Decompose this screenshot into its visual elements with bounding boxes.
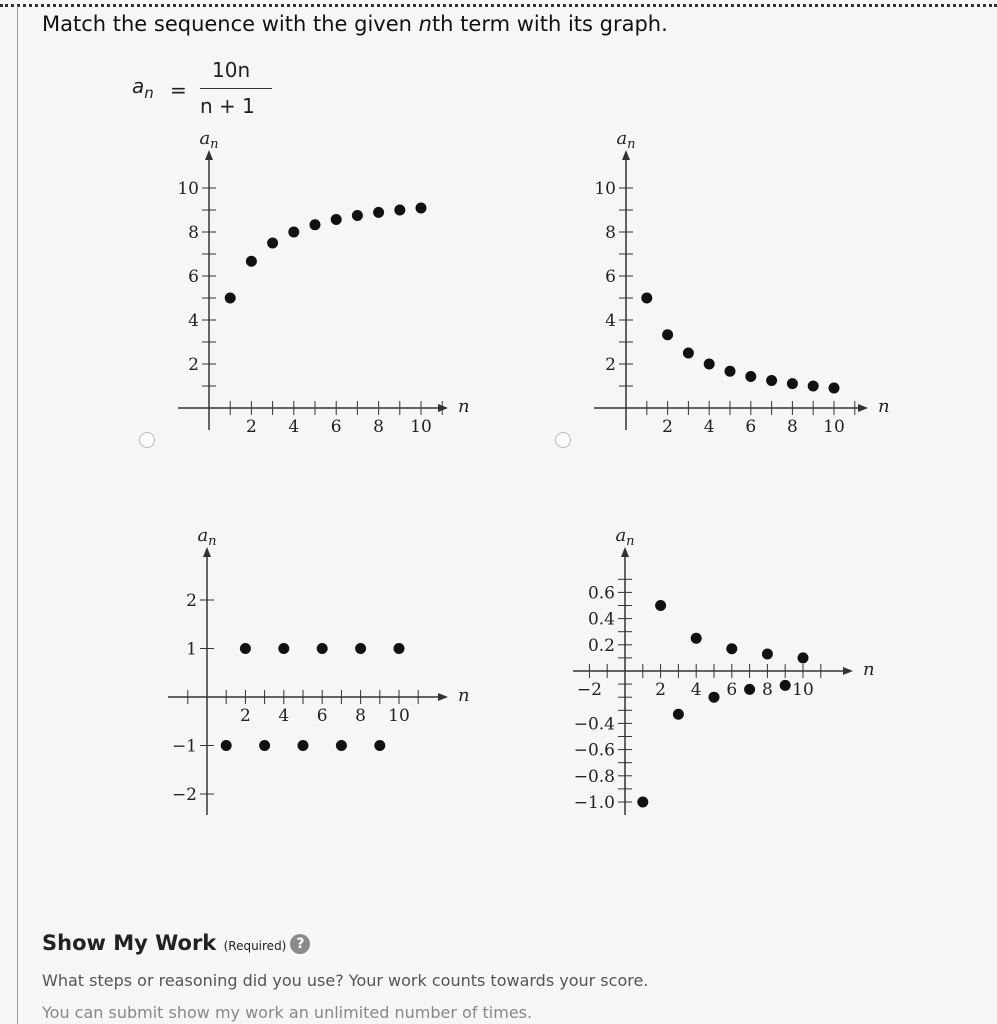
data-point xyxy=(691,633,702,644)
y-tick-label: 6 xyxy=(188,267,199,287)
data-point xyxy=(709,692,720,703)
sequence-formula: $a_n$ = 10n n + 1 xyxy=(132,58,282,118)
x-tick-label: 2 xyxy=(662,417,674,437)
graph-a-svg xyxy=(160,130,470,450)
data-point xyxy=(704,359,715,370)
data-point xyxy=(641,293,652,304)
y-tick-label: 10 xyxy=(594,179,616,199)
data-point xyxy=(787,378,798,389)
data-point xyxy=(798,652,809,663)
data-point xyxy=(246,256,257,267)
help-icon[interactable]: ? xyxy=(290,934,310,954)
data-point xyxy=(259,740,270,751)
x-tick-label: 6 xyxy=(330,417,342,437)
graph-option-d xyxy=(565,525,885,835)
x-tick-label: 2 xyxy=(239,706,251,726)
data-point xyxy=(221,740,232,751)
formula-denominator: n + 1 xyxy=(200,94,255,118)
x-axis-arrow xyxy=(438,404,448,412)
show-work-note: You can submit show my work an unlimited number of times. xyxy=(42,1003,533,1022)
x-axis-arrow xyxy=(858,404,868,412)
data-point xyxy=(240,643,251,654)
radio-option-b[interactable] xyxy=(555,432,571,448)
y-tick-label: −1.0 xyxy=(573,793,615,813)
graph-d-svg xyxy=(565,525,885,835)
x-tick-label: 6 xyxy=(316,706,328,726)
x-tick-label: 8 xyxy=(761,680,773,700)
x-axis-arrow xyxy=(438,693,448,701)
graph-option-b xyxy=(580,130,890,450)
show-my-work-title: Show My Work (Required) ? xyxy=(42,931,310,955)
x-tick-label: 4 xyxy=(703,417,715,437)
data-point xyxy=(331,214,342,225)
data-point xyxy=(744,684,755,695)
data-point xyxy=(352,210,363,221)
data-point xyxy=(288,227,299,238)
x-tick-label: −2 xyxy=(576,680,602,700)
x-tick-label: 6 xyxy=(726,680,738,700)
radio-option-a[interactable] xyxy=(139,432,155,448)
data-point xyxy=(683,348,694,359)
x-tick-label: 6 xyxy=(745,417,757,437)
data-point xyxy=(808,381,819,392)
x-tick-label: 10 xyxy=(792,680,814,700)
data-point xyxy=(637,797,648,808)
data-point xyxy=(725,366,736,377)
graph-b-svg xyxy=(580,130,890,450)
x-tick-label: 10 xyxy=(823,417,845,437)
y-tick-label: 0.6 xyxy=(587,583,615,604)
graph-option-c xyxy=(150,525,470,825)
data-point xyxy=(310,219,321,230)
y-tick-label: 2 xyxy=(605,355,616,375)
data-point xyxy=(655,600,666,611)
data-point xyxy=(726,643,737,654)
data-point xyxy=(298,740,309,751)
fraction-bar xyxy=(200,88,272,89)
show-work-hint: What steps or reasoning did you use? Your work counts towards your score. xyxy=(42,971,649,990)
data-point xyxy=(829,382,840,393)
y-axis-label: $a_n$ xyxy=(615,525,635,549)
y-tick-label: 1 xyxy=(186,639,197,660)
y-tick-label: 6 xyxy=(605,267,616,287)
data-point xyxy=(745,371,756,382)
data-point xyxy=(373,207,384,218)
y-axis-label: $a_n$ xyxy=(616,130,636,152)
x-tick-label: 2 xyxy=(655,680,667,700)
x-axis-arrow xyxy=(843,667,853,675)
x-axis-label: n xyxy=(863,659,875,680)
x-tick-label: 8 xyxy=(355,706,367,726)
x-axis-label: n xyxy=(458,685,470,706)
data-point xyxy=(374,740,385,751)
x-tick-label: 8 xyxy=(786,417,798,437)
data-point xyxy=(416,203,427,214)
y-tick-label: −0.8 xyxy=(573,766,615,787)
x-tick-label: 8 xyxy=(373,417,385,437)
x-axis-label: n xyxy=(458,396,470,417)
data-point xyxy=(267,238,278,249)
x-tick-label: 10 xyxy=(410,417,432,437)
top-border xyxy=(0,4,997,7)
x-tick-label: 4 xyxy=(690,680,702,700)
left-border xyxy=(17,6,18,1024)
data-point xyxy=(662,329,673,340)
y-tick-label: −0.6 xyxy=(573,740,615,761)
y-axis-label: $a_n$ xyxy=(197,525,217,549)
y-tick-label: −1 xyxy=(171,736,197,757)
data-point xyxy=(673,709,684,720)
graph-option-a xyxy=(160,130,470,450)
y-axis-label: $a_n$ xyxy=(199,130,219,152)
data-point xyxy=(317,643,328,654)
question-text: Match the sequence with the given nth term with its graph. xyxy=(42,12,668,36)
y-tick-label: 0.2 xyxy=(587,635,615,656)
y-tick-label: 10 xyxy=(177,179,199,199)
y-tick-label: 8 xyxy=(188,223,199,243)
y-tick-label: 2 xyxy=(188,355,199,375)
y-tick-label: 0.4 xyxy=(587,609,615,630)
x-axis-label: n xyxy=(878,396,890,417)
data-point xyxy=(762,648,773,659)
data-point xyxy=(394,205,405,216)
data-point xyxy=(394,643,405,654)
x-tick-label: 2 xyxy=(245,417,257,437)
y-tick-label: −2 xyxy=(171,785,197,805)
data-point xyxy=(278,643,289,654)
y-tick-label: 2 xyxy=(186,591,197,611)
y-tick-label: 4 xyxy=(605,311,616,331)
x-tick-label: 4 xyxy=(278,706,290,726)
x-tick-label: 4 xyxy=(288,417,300,437)
y-tick-label: −0.4 xyxy=(573,714,615,735)
data-point xyxy=(780,680,791,691)
data-point xyxy=(225,293,236,304)
formula-numerator: 10n xyxy=(212,58,251,82)
data-point xyxy=(336,740,347,751)
graph-c-svg xyxy=(150,525,470,825)
y-tick-label: 8 xyxy=(605,223,616,243)
x-tick-label: 10 xyxy=(388,706,410,726)
formula-lhs: $a_n$ xyxy=(132,74,154,102)
data-point xyxy=(355,643,366,654)
data-point xyxy=(766,375,777,386)
y-tick-label: 4 xyxy=(188,311,199,331)
